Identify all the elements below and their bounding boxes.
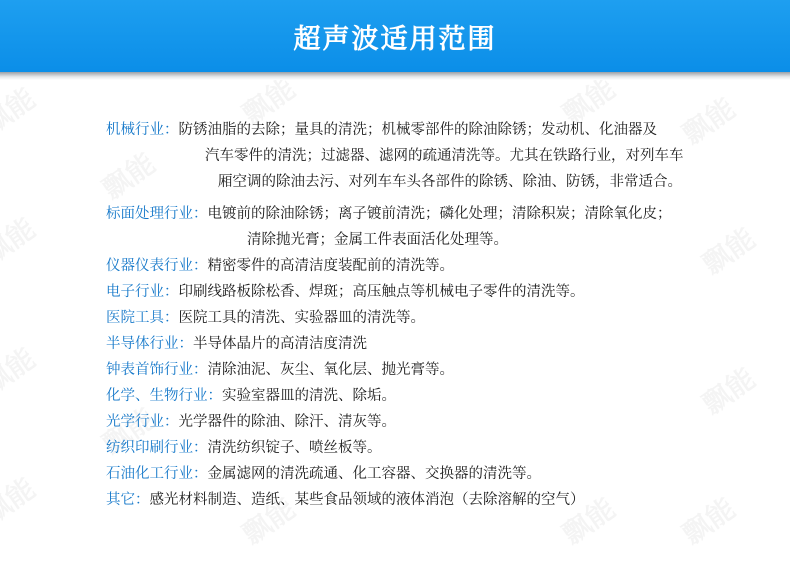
list-item — [106, 254, 454, 278]
list-item — [106, 436, 382, 460]
item-text: 防锈油脂的去除；量具的清洗；机械零部件的除油除锈；发动机、化油器及 — [178, 122, 657, 138]
item-label: 石油化工行业： — [106, 466, 208, 482]
page-title: 超声波适用范围 — [293, 23, 497, 55]
header-shadow — [0, 72, 790, 80]
item-label: 其它： — [106, 492, 150, 508]
list-item — [106, 280, 585, 304]
item-label: 钟表首饰行业： — [106, 362, 208, 378]
item-text: 感光材料制造、造纸、某些食品领域的液体消泡（去除溶解的空气） — [149, 492, 585, 508]
item-label: 光学行业： — [106, 414, 179, 430]
item-label: 纺织印刷行业： — [106, 440, 208, 456]
list-item — [106, 306, 425, 330]
list-item — [106, 462, 541, 486]
item-text: 清除油泥、灰尘、氧化层、抛光膏等。 — [207, 362, 454, 378]
item-text: 光学器件的除油、除汗、清灰等。 — [178, 414, 396, 430]
item-continuation: 清除抛光膏；金属工件表面活化处理等。 — [247, 232, 508, 248]
item-label: 机械行业： — [106, 122, 179, 138]
item-text: 印刷线路板除松香、焊斑；高压触点等机械电子零件的清洗等。 — [178, 284, 585, 300]
item-text: 实验室器皿的清洗、除垢。 — [222, 388, 396, 404]
item-label: 半导体行业： — [106, 336, 193, 352]
item-label: 医院工具： — [106, 310, 179, 326]
watermark — [674, 88, 743, 153]
list-item — [106, 488, 585, 512]
item-label: 仪器仪表行业： — [106, 258, 208, 274]
header-bar — [0, 0, 790, 72]
item-text: 半导体晶片的高清洁度清洗 — [193, 336, 367, 352]
list-item — [106, 358, 454, 382]
list-item — [106, 384, 396, 408]
watermark — [674, 488, 743, 553]
watermark — [0, 208, 42, 273]
item-text: 医院工具的清洗、实验器皿的清洗等。 — [178, 310, 425, 326]
list-item — [106, 332, 367, 356]
watermark — [694, 218, 763, 283]
watermark — [0, 80, 42, 142]
item-text: 电镀前的除油除锈；离子镀前清洗；磷化处理；清除积炭；清除氧化皮； — [207, 206, 672, 222]
item-text: 清洗纺织锭子、喷丝板等。 — [207, 440, 382, 456]
item-label: 电子行业： — [106, 284, 179, 300]
item-text: 金属滤网的清洗疏通、化工容器、交换器的清洗等。 — [207, 466, 541, 482]
item-continuation: 汽车零件的清洗；过滤器、滤网的疏通清洗等。尤其在铁路行业，对列车车 — [205, 148, 684, 164]
item-text: 精密零件的高清洁度装配前的清洗等。 — [207, 258, 454, 274]
list-item — [106, 118, 657, 142]
watermark — [694, 358, 763, 423]
list-item — [106, 410, 396, 434]
item-continuation: 厢空调的除油去污、对列车车头各部件的除锈、除油、防锈，非常适合。 — [218, 174, 682, 190]
watermark — [0, 468, 42, 533]
list-item — [106, 202, 672, 226]
watermark — [0, 338, 42, 403]
item-label: 标面处理行业： — [106, 206, 208, 222]
item-label: 化学、生物行业： — [106, 388, 222, 404]
watermark — [94, 143, 163, 208]
